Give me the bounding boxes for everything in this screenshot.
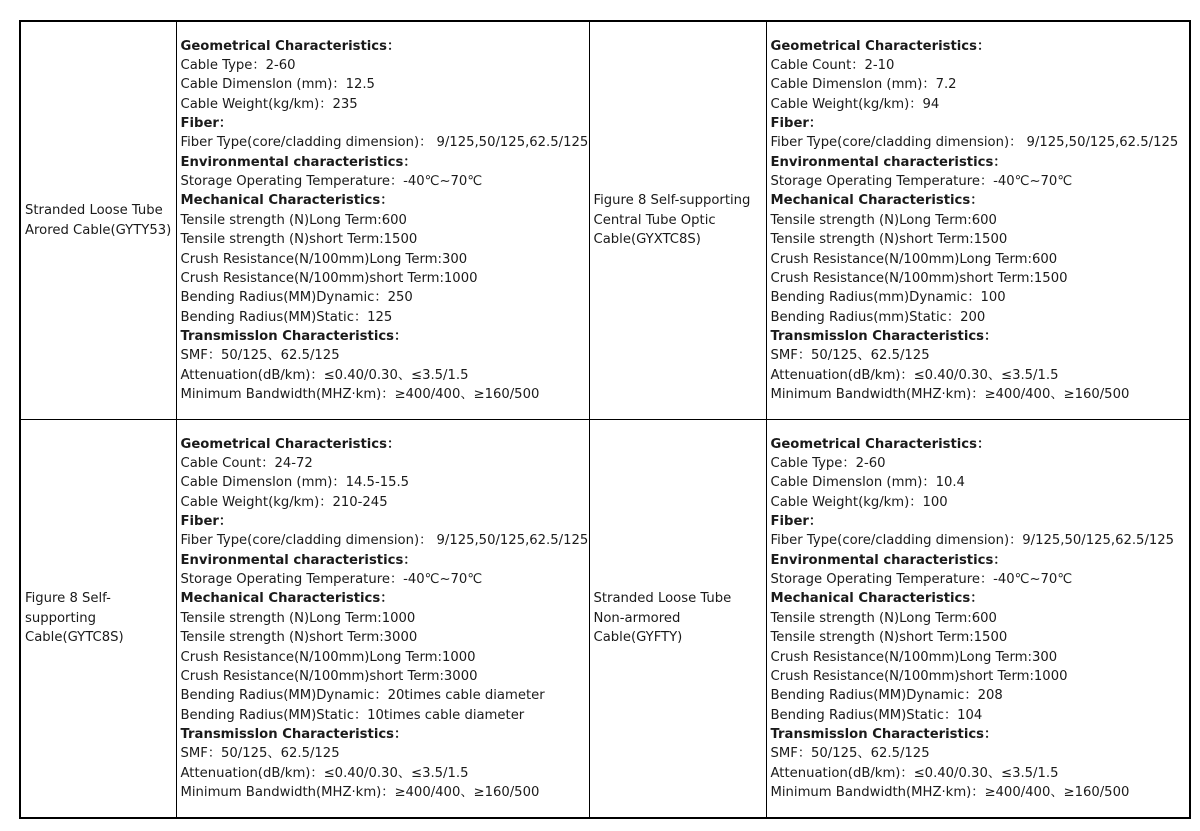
cable-name-cell: Figure 8 Self-supporting Central Tube Optic Cable(GYXTC8S) <box>589 21 766 420</box>
spec-line: Cable Count：2-10 <box>770 58 895 74</box>
spec-line: Cable Type：2-60 <box>770 456 886 472</box>
cable-name-cell: Stranded Loose Tube Arored Cable(GYTY53) <box>20 21 176 420</box>
spec-line: Crush Resistance(N/100mm)short Term:3000 <box>180 668 478 684</box>
spec-line: Bending Radius(MM)Dynamic：20times cable diameter <box>180 688 545 704</box>
spec-line: Crush Resistance(N/100mm)Long Term:300 <box>180 251 468 267</box>
spec-line: Crush Resistance(N/100mm)short Term:1000 <box>770 668 1068 684</box>
spec-line: Cable Count：24-72 <box>180 456 313 472</box>
spec-line: Cable Dimenslon (mm)：12.5 <box>180 77 375 93</box>
spec-line: Crush Resistance(N/100mm)Long Term:1000 <box>180 649 476 665</box>
spec-line: Bending Radius(MM)Static：10times cable diameter <box>180 707 525 723</box>
spec-section-heading: Geometrical Characteristics： <box>180 38 401 54</box>
spec-line: Fiber Type(core/cladding dimension)：9/125,50/125,62.5/125 <box>770 533 1175 549</box>
spec-line: Fiber Type(core/cladding dimension)： 9/125,50/125,62.5/125 <box>180 533 589 549</box>
spec-section-heading: Environmental characteristics： <box>180 552 417 568</box>
spec-section-heading: Environmental characteristics： <box>180 154 417 170</box>
cable-name-cell: Figure 8 Self-supporting Cable(GYTC8S) <box>20 420 176 819</box>
spec-section-heading: Fiber： <box>180 514 233 530</box>
spec-line: Minimum Bandwidth(MHZ·km)：≥400/400、≥160/500 <box>770 386 1130 402</box>
spec-line: Attenuation(dB/km)：≤0.40/0.30、≤3.5/1.5 <box>180 367 469 383</box>
spec-line: Tensile strength (N)short Term:1500 <box>180 232 418 248</box>
spec-line: Tensile strength (N)Long Term:600 <box>180 212 407 228</box>
spec-line: Cable Weight(kg/km)：210-245 <box>180 494 388 510</box>
spec-line: Bending Radius(mm)Static：200 <box>770 309 986 325</box>
spec-section-heading: Transmisslon Characteristics： <box>180 726 408 742</box>
spec-cell <box>766 420 1190 819</box>
table-row <box>20 21 1190 420</box>
spec-line: Cable Weight(kg/km)：100 <box>770 494 948 510</box>
spec-line: Tensile strength (N)short Term:1500 <box>770 232 1008 248</box>
spec-line: Tensile strength (N)Long Term:600 <box>770 610 997 626</box>
spec-section-heading: Environmental characteristics： <box>770 552 1007 568</box>
spec-line: Bending Radius(MM)Static：125 <box>180 309 393 325</box>
spec-section-heading: Mechanical Characteristics： <box>770 193 984 209</box>
spec-section-heading: Fiber： <box>770 514 823 530</box>
spec-line: Crush Resistance(N/100mm)Long Term:600 <box>770 251 1058 267</box>
spec-line: Tensile strength (N)short Term:1500 <box>770 630 1008 646</box>
spec-section-heading: Geometrical Characteristics： <box>770 436 991 452</box>
spec-line: Crush Resistance(N/100mm)Long Term:300 <box>770 649 1058 665</box>
spec-line: Tensile strength (N)Long Term:600 <box>770 212 997 228</box>
spec-section-heading: Geometrical Characteristics： <box>770 38 991 54</box>
spec-section-heading: Fiber： <box>180 116 233 132</box>
spec-line: Attenuation(dB/km)：≤0.40/0.30、≤3.5/1.5 <box>770 765 1059 781</box>
spec-section-heading: Transmisslon Characteristics： <box>770 328 998 344</box>
spec-line: Fiber Type(core/cladding dimension)： 9/125,50/125,62.5/125 <box>180 135 589 151</box>
spec-section-heading: Geometrical Characteristics： <box>180 436 401 452</box>
spec-line: Storage Operating Temperature：-40℃~70℃ <box>180 572 483 588</box>
spec-section-heading: Mechanical Characteristics： <box>180 591 394 607</box>
spec-cell <box>176 21 589 420</box>
spec-line: Cable Type：2-60 <box>180 58 296 74</box>
spec-line: SMF：50/125、62.5/125 <box>770 746 930 762</box>
spec-line: Bending Radius(MM)Static：104 <box>770 707 983 723</box>
spec-section-heading: Transmisslon Characteristics： <box>770 726 998 742</box>
spec-line: Crush Resistance(N/100mm)short Term:1000 <box>180 270 478 286</box>
spec-line: Tensile strength (N)Long Term:1000 <box>180 610 416 626</box>
spec-cell <box>176 420 589 819</box>
spec-line: SMF：50/125、62.5/125 <box>770 348 930 364</box>
spec-line: SMF：50/125、62.5/125 <box>180 746 340 762</box>
spec-line: Storage Operating Temperature：-40℃~70℃ <box>770 572 1073 588</box>
spec-line: Attenuation(dB/km)：≤0.40/0.30、≤3.5/1.5 <box>770 367 1059 383</box>
spec-line: Fiber Type(core/cladding dimension)： 9/125,50/125,62.5/125 <box>770 135 1179 151</box>
spec-line: Cable Weight(kg/km)：94 <box>770 96 940 112</box>
spec-line: Bending Radius(MM)Dynamic：250 <box>180 290 413 306</box>
spec-line: Tensile strength (N)short Term:3000 <box>180 630 418 646</box>
table-row <box>20 420 1190 819</box>
spec-section-heading: Environmental characteristics： <box>770 154 1007 170</box>
spec-line: Cable Dimenslon (mm)：14.5-15.5 <box>180 475 410 491</box>
cable-spec-table <box>19 20 1191 819</box>
spec-section-heading: Transmisslon Characteristics： <box>180 328 408 344</box>
spec-section-heading: Mechanical Characteristics： <box>770 591 984 607</box>
spec-section-heading: Fiber： <box>770 116 823 132</box>
spec-line: Bending Radius(MM)Dynamic：208 <box>770 688 1003 704</box>
cable-name-cell: Stranded Loose Tube Non-armored Cable(GYFTY) <box>589 420 766 819</box>
spec-line: Attenuation(dB/km)：≤0.40/0.30、≤3.5/1.5 <box>180 765 469 781</box>
spec-section-heading: Mechanical Characteristics： <box>180 193 394 209</box>
spec-cell <box>766 21 1190 420</box>
spec-line: Bending Radius(mm)Dynamic：100 <box>770 290 1006 306</box>
spec-line: Crush Resistance(N/100mm)short Term:1500 <box>770 270 1068 286</box>
spec-line: Storage Operating Temperature：-40℃~70℃ <box>770 174 1073 190</box>
spec-line: Minimum Bandwidth(MHZ·km)：≥400/400、≥160/500 <box>180 784 540 800</box>
spec-line: Storage Operating Temperature：-40℃~70℃ <box>180 174 483 190</box>
spec-line: Cable Dimenslon (mm)：7.2 <box>770 77 957 93</box>
spec-line: Cable Weight(kg/km)：235 <box>180 96 358 112</box>
spec-line: Cable Dimenslon (mm)：10.4 <box>770 475 965 491</box>
spec-line: Minimum Bandwidth(MHZ·km)：≥400/400、≥160/500 <box>180 386 540 402</box>
spec-line: Minimum Bandwidth(MHZ·km)：≥400/400、≥160/500 <box>770 784 1130 800</box>
spec-line: SMF：50/125、62.5/125 <box>180 348 340 364</box>
